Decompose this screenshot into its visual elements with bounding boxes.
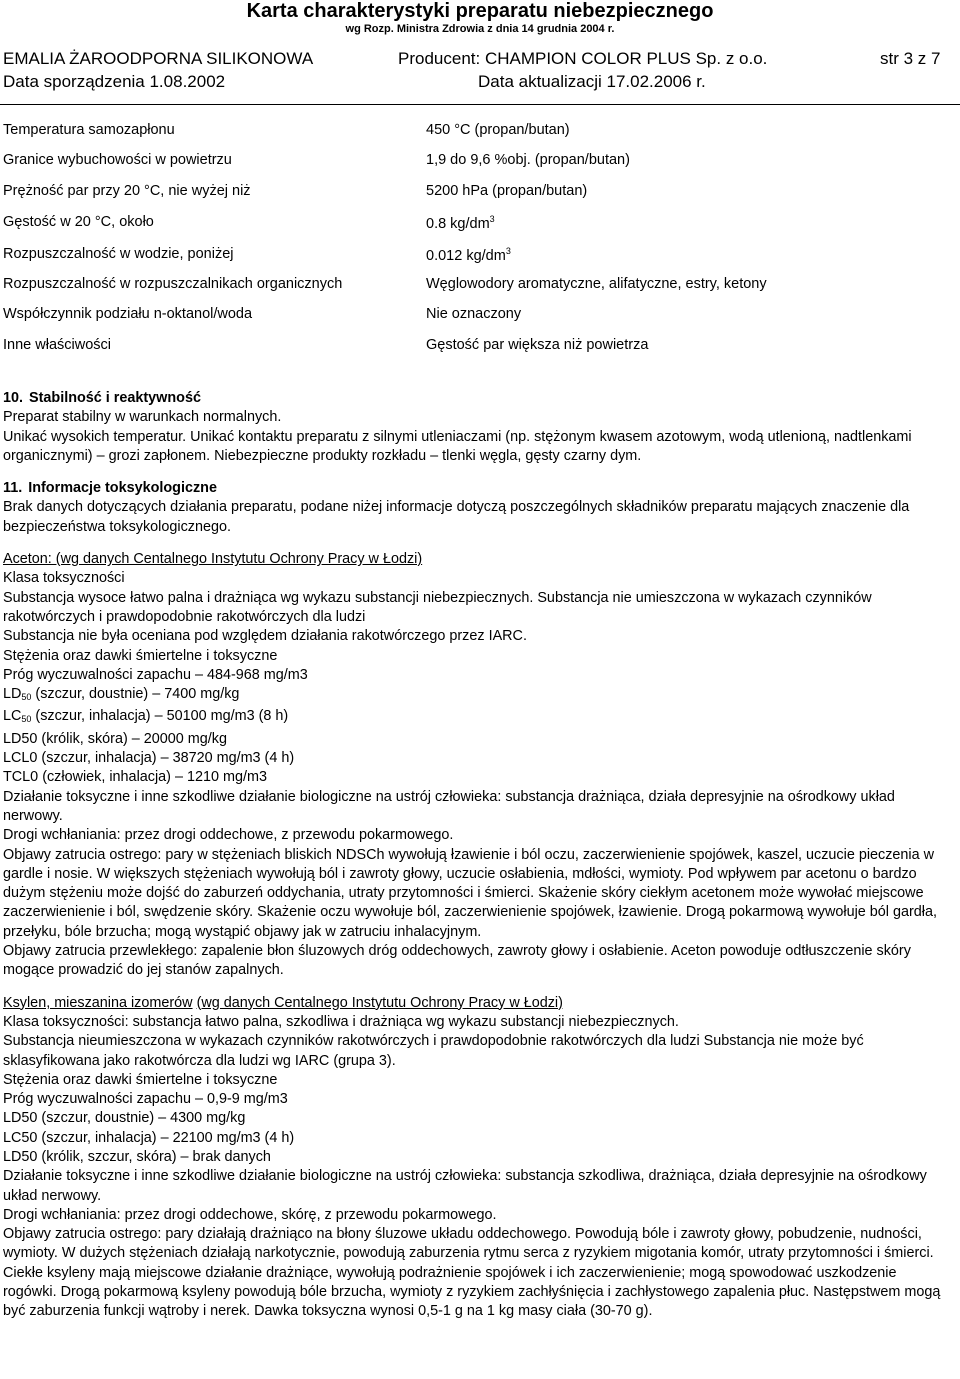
property-row	[3, 337, 953, 361]
xylene-ld50-rabbit: LD50 (królik, szczur, skóra) – brak danych	[3, 1148, 271, 1165]
property-row	[3, 306, 953, 330]
section-11-heading: 11. Informacje toksykologiczne	[3, 480, 217, 497]
xylene-class-text: Klasa toksyczności: substancja łatwo palna, szkodliwa i drażniąca wg wykazu substancji niebezpiecznych.	[3, 1013, 679, 1030]
acetone-lcl0: LCL0 (szczur, inhalacja) – 38720 mg/m3 (4 h)	[3, 750, 295, 767]
creation-date: Data sporządzenia 1.08.2002	[3, 72, 226, 91]
property-label: Temperatura samozapłonu	[3, 122, 175, 138]
acetone-ld50-rabbit: LD50 (królik, skóra) – 20000 mg/kg	[3, 730, 227, 747]
property-row	[3, 122, 953, 146]
property-row	[3, 152, 953, 176]
acetone-chronic: Objawy zatrucia przewlekłego: zapalenie błon śluzowych dróg oddechowych, zawroty głowy i osłabienie. Aceton powoduje odtłuszczenie skóry mogące prowadzić do jej stanów zapalnych.	[3, 943, 911, 979]
acetone-lc50: $LC_{50}$ (szczur, inhalacja) – 50100 mg/m3 (8 h)	[3, 708, 289, 725]
stability-text: Preparat stabilny w warunkach normalnych.	[3, 409, 282, 426]
property-row	[3, 214, 953, 238]
update-date: Data aktualizacji 17.02.2006 r.	[478, 72, 706, 91]
property-value: 1,9 do 9,6 %obj. (propan/butan)	[426, 152, 630, 168]
property-row	[3, 183, 953, 207]
acetone-heading: Aceton: (wg danych Centalnego Instytutu Ochrony Pracy w Łodzi)	[3, 551, 423, 568]
acetone-acute: Objawy zatrucia ostrego: pary w stężeniach bliskich NDSCh wywołują łzawienie i ból oczu, zaczerwienienie spojówek, kaszel, uczucie pieczenia w gardle i nosie. W większych stężeniach wywołują ból i zawroty głowy, uczucie osłabienia, mdłości, wymioty. Pod wpływem par acetonu o bardzo dużym stężeniu może dojść do zaburzeń oddychania, utraty przytomności i śmierci. Skażenie skóry ciekłym acetonem może wywołać miejscowe zaczerwienienie i ból, swędzenie skóry. Skażenie oczu wywołuje ból, zaczerwienienie spojówek, łzawienie. Drogą pokarmową wywołuje ból gardła, przełyku, bóle brzucha; mogą wystąpić objawy jak w zatruciu inhalacyjnym.	[3, 846, 937, 940]
property-label: Gęstość w 20 °C, około	[3, 214, 154, 230]
property-value: Nie oznaczony	[426, 306, 522, 322]
property-value: 5200 hPa (propan/butan)	[426, 183, 588, 199]
property-value: Węglowodory aromatyczne, alifatyczne, estry, ketony	[426, 276, 767, 292]
xylene-doses-label: Stężenia oraz dawki śmiertelne i toksyczne	[3, 1071, 278, 1088]
producer-name: Producent: CHAMPION COLOR PLUS Sp. z o.o.	[398, 49, 768, 68]
property-value: Gęstość par większa niż powietrza	[426, 337, 649, 353]
property-label: Inne właściwości	[3, 337, 111, 353]
property-value: 450 °C (propan/butan)	[426, 122, 570, 138]
property-value: 0.8 $kg/dm^3$	[426, 214, 495, 232]
xylene-acute: Objawy zatrucia ostrego: pary działają drażniąco na błony śluzowe układu oddechowego. Powodują bóle i zawroty głowy, pobudzenie, nudności, wymioty. W dużych stężeniach działają narkotycznie, powodują zaburzenia rytmu serca z ryzykiem migotania komór, utraty przytomności i śmierci. Ciekłe ksyleny mają miejscowe działanie drażniące, wywołują podrażnienie spojówek i ich zaczerwienienie; mogą spowodować uszkodzenie rogówki. Drogą pokarmową ksyleny powodują bóle brzucha, wymioty z ryzykiem zachłyśnięcia i zachłystowego zapalenia płuc. Następstwem mogą być zaburzenia funkcji wątroby i nerek. Dawka toksyczna wynosi 0,5-1 g na 1 kg masy ciała (30-70 g).	[3, 1226, 941, 1320]
xylene-routes: Drogi wchłaniania: przez drogi oddechowe, skórę, z przewodu pokarmowego.	[3, 1206, 497, 1223]
property-label: Współczynnik podziału n-oktanol/woda	[3, 306, 253, 322]
property-label: Prężność par przy 20 °C, nie wyżej niż	[3, 183, 251, 199]
acetone-routes: Drogi wchłaniania: przez drogi oddechowe, z przewodu pokarmowego.	[3, 827, 454, 844]
acetone-tcl0: TCL0 (człowiek, inhalacja) – 1210 mg/m3	[3, 769, 267, 786]
acetone-class-text: Substancja wysoce łatwo palna i drażniąca wg wykazu substancji niebezpiecznych. Substancja nie umieszczona w wykazach czynników rakotwórczych i prawdopodobnie rakotwórczych dla ludzi	[3, 589, 872, 625]
acetone-class-label: Klasa toksyczności	[3, 570, 125, 587]
property-value: 0.012 $kg/dm^3$	[426, 246, 511, 264]
acetone-threshold: Próg wyczuwalności zapachu – 484-968 mg/m3	[3, 666, 308, 683]
xylene-lc50: LC50 (szczur, inhalacja) – 22100 mg/m3 (4 h)	[3, 1129, 295, 1146]
header-divider	[0, 104, 960, 105]
xylene-heading: Ksylen, mieszanina izomerów (wg danych Centalnego Instytutu Ochrony Pracy w Łodzi)	[3, 994, 563, 1011]
reactivity-text: Unikać wysokich temperatur. Unikać kontaktu preparatu z silnymi utleniaczami (np. stężonym kwasem azotowym, wodą utlenioną, nadtlenkami organicznymi) – grozi zapłonem. Niebezpieczne produkty rozkładu – tlenki węgla, gęsty czarny dym.	[3, 428, 912, 464]
page-number: str 3 z 7	[880, 49, 941, 68]
acetone-effects: Działanie toksyczne i inne szkodliwe działanie biologiczne na ustrój człowieka: substancja drażniąca, działa depresyjnie na ośrodkowy układ nerwowy.	[3, 788, 895, 824]
document-title: Karta charakterystyki preparatu niebezpiecznego	[246, 0, 714, 22]
xylene-iarc: Substancja nieumieszczona w wykazach czynników rakotwórczych i prawdopodobnie rakotwórczych dla ludzi Substancja nie może być sklasyfikowana jako rakotwórcza dla ludzi wg IARC (grupa 3).	[3, 1033, 864, 1069]
property-label: Rozpuszczalność w wodzie, poniżej	[3, 246, 234, 262]
document-body	[3, 389, 953, 1322]
xylene-ld50: LD50 (szczur, doustnie) – 4300 mg/kg	[3, 1110, 246, 1127]
xylene-threshold: Próg wyczuwalności zapachu – 0,9-9 mg/m3	[3, 1091, 288, 1108]
property-row	[3, 276, 953, 300]
product-name: EMALIA ŻAROODPORNA SILIKONOWA	[3, 49, 314, 68]
acetone-ld50: $LD_{50}$ (szczur, doustnie) – 7400 mg/kg	[3, 686, 240, 703]
property-label: Granice wybuchowości w powietrzu	[3, 152, 232, 168]
xylene-effects: Działanie toksyczne i inne szkodliwe działanie biologiczne na ustrój człowieka: substancja szkodliwa, drażniąca, działa depresyjnie na ośrodkowy układ nerwowy.	[3, 1168, 927, 1204]
section-10-heading: 10. Stabilność i reaktywność	[3, 390, 201, 406]
property-row	[3, 246, 953, 270]
acetone-iarc: Substancja nie była oceniana pod względem działania rakotwórczego przez IARC.	[3, 628, 527, 645]
toxicology-intro: Brak danych dotyczących działania preparatu, podane niżej informacje dotyczą poszczególnych składników preparatu mających znaczenie dla bezpieczeństwa toksykologicznego.	[3, 499, 910, 535]
regulation-subtitle: wg Rozp. Ministra Zdrowia z dnia 14 grudnia 2004 r.	[345, 23, 615, 35]
property-label: Rozpuszczalność w rozpuszczalnikach organicznych	[3, 276, 343, 292]
acetone-doses-label: Stężenia oraz dawki śmiertelne i toksyczne	[3, 647, 278, 664]
